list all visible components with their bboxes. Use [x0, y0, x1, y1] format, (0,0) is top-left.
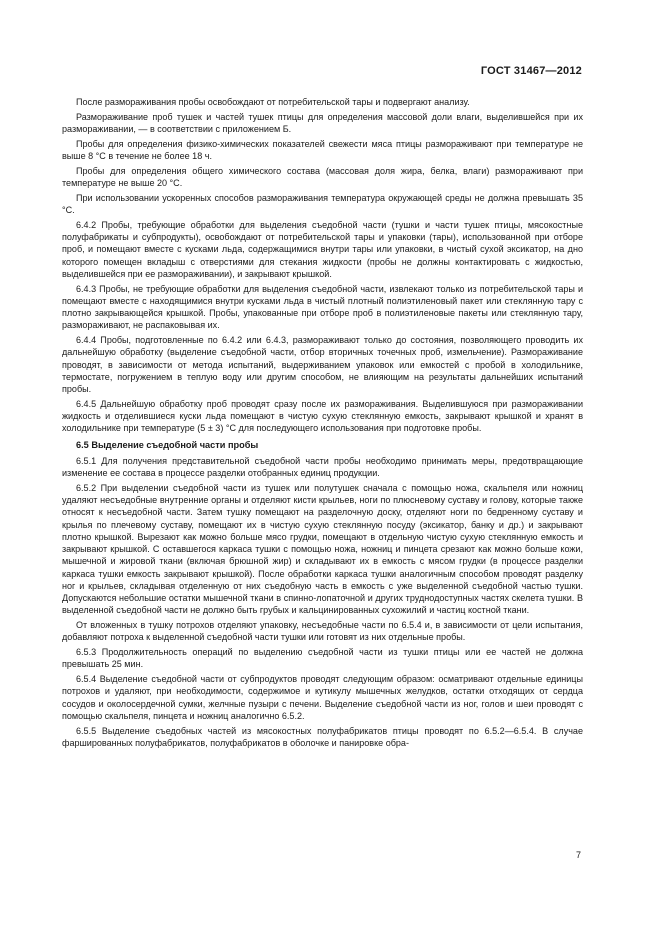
section-heading-6-5: 6.5 Выделение съедобной части пробы	[76, 439, 259, 450]
paragraph-6-5-5: 6.5.5 Выделение съедобных частей из мясокостных полуфабрикатов птицы проводят по 6.5.2—6.5.4. В случае фаршированных полуфабрикатов, полуфабрикатов в оболочке и панировке обра-	[62, 725, 583, 748]
paragraph: Пробы для определения физико-химических показателей свежести мяса птицы размораживают при температуре не выше 8 °С в течение не более 18 ч.	[62, 138, 583, 161]
paragraph-6-4-3: 6.4.3 Пробы, не требующие обработки для выделения съедобной части, извлекают только из потребительской тары и помещают вместе с находящимися внутри кусками льда в чистый плотный полиэтиленовый пакет или стеклянную тару с плотно закрывающейся крышкой. Пробы, упакованные при отборе проб в полиэтиленовые пакеты или стеклянную тару, размораживают, не распаковывая их.	[62, 283, 583, 331]
paragraph: После размораживания пробы освобождают от потребительской тары и подвергают анализу.	[76, 97, 470, 107]
page-number: 7	[575, 850, 581, 860]
paragraph-6-5-3: 6.5.3 Продолжительность операций по выделению съедобной части из тушки птицы или ее частей не должна превышать 25 мин.	[62, 647, 583, 670]
paragraph: При использовании ускоренных способов размораживания температура окружающей среды не должна превышать 35 °С.	[62, 192, 583, 215]
paragraph: От вложенных в тушку потрохов отделяют упаковку, несъедобные части по 6.5.4 и, в зависимости от цели испытания, добавляют потроха к выделенной съедобной части тушки или готовят из них отдельные пробы.	[62, 620, 583, 643]
paragraph-6-4-5: 6.4.5 Дальнейшую обработку проб проводят сразу после их размораживания. Выделившуюся при размораживании жидкость и отделившиеся куски льда помещают в чистую сухую стеклянную емкость, закрывают крышкой и хранят в холодильнике при температуре (5 ± 3) °С для последующего использования при подготовке пробы.	[62, 398, 583, 434]
paragraph-6-5-4: 6.5.4 Выделение съедобной части от субпродуктов проводят следующим образом: осматривают отдельные единицы потрохов и удаляют, при необходимости, содержимое и кутикулу мышечных желудков, остатки отходящих от сердца сосудов и околосердечной сумки, желчные пузыри с печени. Выделение съедобной части из ног, голов и шеи проводят с помощью скальпеля, пинцета и ножниц аналогично 6.5.2.	[62, 674, 583, 721]
paragraph: Пробы для определения общего химического состава (массовая доля жира, белка, влаги) размораживают при температуре не выше 20 °С.	[62, 165, 583, 188]
paragraph-6-4-4: 6.4.4 Пробы, подготовленные по 6.4.2 или 6.4.3, размораживают только до состояния, позволяющего проводить их дальнейшую обработку (выделение съедобной части, отбор вторичных точечных проб, измельчение). Размораживание проводят, в зависимости от метода испытаний, выдерживанием упаковок или емкостей с пробой в холодильнике, термостате, погружением в теплую воду или другим способом, не влияющим на результаты дальнейших испытаний пробы.	[62, 335, 583, 394]
paragraph-6-5-1: 6.5.1 Для получения представительной съедобной части пробы необходимо принимать меры, предотвращающие изменение ее состава в процессе разделки отобранных единиц продукции.	[62, 455, 583, 478]
paragraph-6-5-2: 6.5.2 При выделении съедобной части из тушек или полутушек сначала с помощью ножа, скальпеля или ножниц удаляют несъедобные внутренние органы и отделяют кисти крыльев, ноги по плюсневому суставу и голову, которые также относят к несъедобной части. Затем тушку помещают на разделочную доску, отделяют ноги по бедренному суставу и крылья по плечевому суставу, помещают их в чистую сухую стеклянную посуду (эксикатор, банку и др.) и закрывают плотно крышкой. Вырезают как можно больше мясо грудки, помещают в отдельную чистую сухую стеклянную емкость и закрывают крышкой. С оставшегося каркаса тушки с помощью ножа, ножниц и пинцета срезают как можно больше кожи, мышечной и жировой ткани (включая брюшной жир) и складывают их в емкость с мясом грудки (в процессе разделки каркаса тушки емкость закрывают крышкой). После обработки каркаса тушки аналогичным способом проводят разделку ног и крыльев, складывая отделенную от них съедобную часть в емкость с уже выделенной съедобной частью тушки. Допускаются небольшие остатки мышечной ткани в спинно-лопаточной и других труднодоступных частях скелета тушки. В выделенной съедобной части не должно быть грубых и кальцинированных сухожилий и частиц костной ткани.	[62, 482, 583, 616]
paragraph: Размораживание проб тушек и частей тушек птицы для определения массовой доли влаги, выделившейся при их размораживании, — в соответствии с приложением Б.	[62, 111, 583, 134]
paragraph-6-4-2: 6.4.2 Пробы, требующие обработки для выделения съедобной части (тушки и части тушек птицы, мясокостные полуфабрикаты и субпродукты), освобождают от потребительской тары и упаковки (тары), использованной при отборе проб, и помещают вместе с кусками льда, содержащимися внутри тары или упаковки, в чистый сухой эксикатор, на дно которого помещен вкладыш с отверстиями для стекания жидкости (пробы не должны контактировать с жидкостью, выделившейся при ее размораживании), и закрывают крышкой.	[62, 219, 583, 279]
standard-designation: ГОСТ 31467—2012	[480, 65, 582, 77]
document-body	[62, 96, 583, 752]
